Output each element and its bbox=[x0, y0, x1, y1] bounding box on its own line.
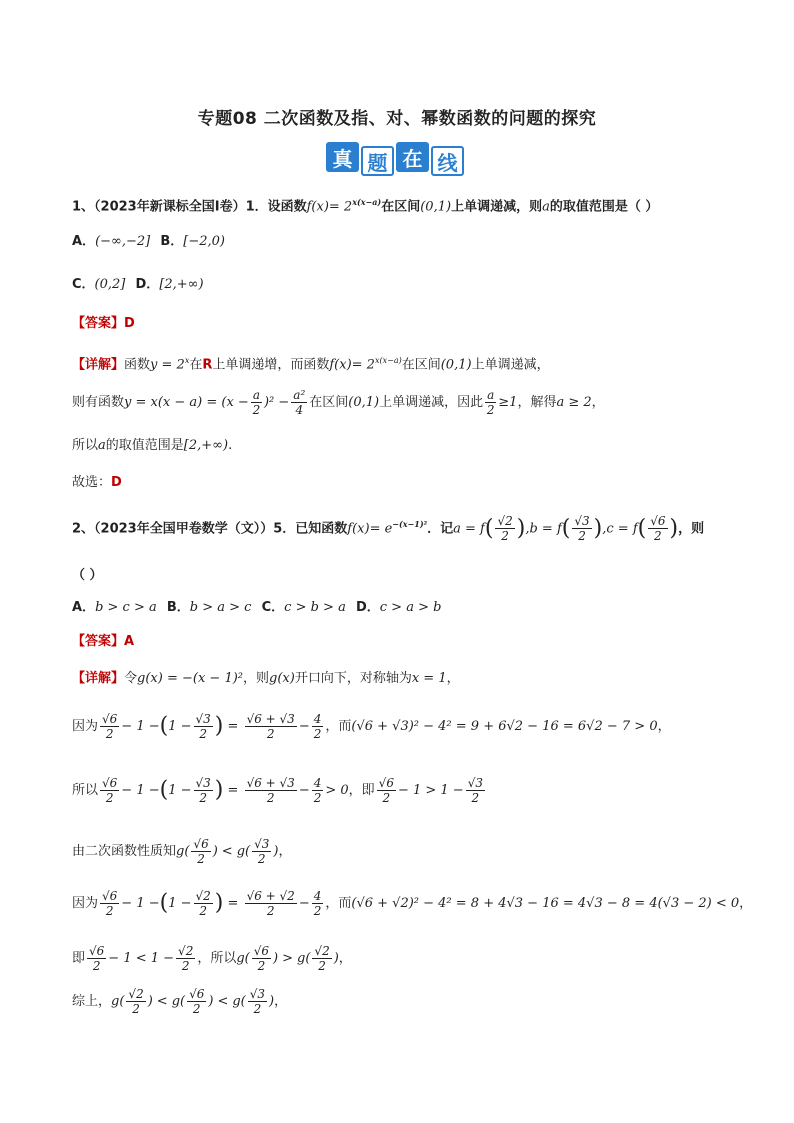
frac-r6: $\frac{√6}{2}$ bbox=[650, 514, 666, 544]
q1-detail-line3: 所以a的取值范围是[2,+∞). bbox=[72, 438, 233, 453]
q2-detail-line7: 综上，g( $\frac{√2}{2}$ ) < g( $\frac{√6}{2}$ ) < g( $\frac{√3}{2}$ )， bbox=[72, 987, 288, 1016]
q2-detail-line3: 所以 $\frac{√6}{2}$ − 1 −(1 − $\frac{√3}{2}$ ) = $\frac{√6 + √3}{2}$ − $\frac{4}{2}$ > 0，即 $\frac{√6}{2}$ − 1 > 1 − $\frac{√3}{2}$ bbox=[72, 776, 483, 805]
frac-sum63: $\frac{√6 + √3}{2}$ bbox=[246, 776, 295, 805]
q2-detail-line2: 因为 $\frac{√6}{2}$ − 1 −(1 − $\frac{√3}{2}$ ) = $\frac{√6 + √3}{2}$ − $\frac{4}{2}$ ，而(√6 + √3)² − 4² = 9 + 6√2 − 16 = 6√2 − 7 > 0， bbox=[72, 712, 671, 741]
q1-options-cd: C．(0,2] D．[2,+∞) bbox=[72, 277, 204, 292]
frac-r6: $\frac{√6}{2}$ bbox=[253, 944, 270, 973]
q1-detail-line1: 【详解】函数$y = 2^x$在R上单调递增，而函数$f(x)= 2^{x(x-a)}$在区间(0,1)上单调递减， bbox=[72, 356, 550, 373]
frac-sum63: $\frac{√6 + √3}{2}$ bbox=[246, 712, 295, 741]
q2-paren: （ ） bbox=[72, 568, 103, 583]
banner-char-2: 题 bbox=[361, 146, 394, 176]
frac-4-over-2: $\frac{4}{2}$ bbox=[313, 889, 322, 918]
frac-r6: $\frac{√6}{2}$ bbox=[89, 944, 105, 973]
frac-r6: $\frac{√6}{2}$ bbox=[102, 776, 118, 805]
section-banner bbox=[326, 142, 464, 176]
frac-r3: $\frac{√3}{2}$ bbox=[249, 987, 266, 1016]
banner-char-3: 在 bbox=[396, 142, 429, 172]
q2-stem: 2、（2023年全国甲卷数学（文））5．已知函数$f(x)= e^{-(x-1)^2}$．记a = f( $\frac{√2}{2}$ ),b = f( $\frac{√3}{2}$ ),c = f( $\frac{√6}{2}$ )，则 bbox=[72, 514, 705, 544]
frac-r3: $\frac{√3}{2}$ bbox=[195, 776, 211, 805]
frac-sum62: $\frac{√6 + √2}{2}$ bbox=[246, 889, 295, 918]
frac-r6: $\frac{√6}{2}$ bbox=[102, 889, 118, 918]
banner-char-4: 线 bbox=[431, 146, 464, 176]
q1-stem: 1、（2023年新课标全国Ⅰ卷）1．设函数$f(x)= 2^{x(x-a)}$在区间(0,1)上单调递减，则a的取值范围是（ ） bbox=[72, 197, 659, 215]
q2-options: A．b > c > a B．b > a > c C．c > b > a D．c > a > b bbox=[72, 600, 442, 615]
frac-r6: $\frac{√6}{2}$ bbox=[193, 837, 209, 866]
frac-r2: $\frac{√2}{2}$ bbox=[128, 987, 144, 1016]
frac-r3: $\frac{√3}{2}$ bbox=[467, 776, 483, 805]
q1-detail-line2: 则有函数y = x(x − a) = (x − $\frac{a}{2}$ )² − $\frac{\text{a²}}{4}$ 在区间(0,1)上单调递减，因此 $\frac{a}{2}$ ≥1，解得a ≥ 2， bbox=[72, 388, 605, 417]
frac-4-over-2: $\frac{4}{2}$ bbox=[313, 776, 322, 805]
q2-detail-line4: 由二次函数性质知g( $\frac{√6}{2}$ ) < g( $\frac{√3}{2}$ )， bbox=[72, 837, 292, 866]
frac-a-over-2: $\frac{a}{2}$ bbox=[252, 388, 261, 417]
frac-4-over-2: $\frac{4}{2}$ bbox=[313, 712, 322, 741]
frac-r6: $\frac{√6}{2}$ bbox=[102, 712, 118, 741]
frac-r3: $\frac{√3}{2}$ bbox=[574, 514, 590, 544]
frac-r3: $\frac{√3}{2}$ bbox=[254, 837, 270, 866]
frac-r2: $\frac{√2}{2}$ bbox=[195, 889, 211, 918]
q2-answer: 【答案】A bbox=[72, 634, 135, 649]
frac-r6: $\frac{√6}{2}$ bbox=[189, 987, 205, 1016]
q1-choose: 故选：D bbox=[72, 475, 122, 490]
q1-answer: 【答案】D bbox=[72, 316, 135, 331]
frac-a2-over-4: $\frac{\text{a²}}{4}$ bbox=[293, 388, 306, 417]
q2-detail-line6: 即 $\frac{√6}{2}$ − 1 < 1 − $\frac{√2}{2}$ ，所以g( $\frac{√6}{2}$ ) > g( $\frac{√2}{2}$ )， bbox=[72, 944, 352, 973]
frac-r3: $\frac{√3}{2}$ bbox=[195, 712, 211, 741]
frac-r2: $\frac{√2}{2}$ bbox=[178, 944, 194, 973]
q2-detail-line1: 【详解】令g(x) = −(x − 1)²，则g(x)开口向下，对称轴为x = 1， bbox=[72, 671, 460, 686]
frac-r6: $\frac{√6}{2}$ bbox=[378, 776, 394, 805]
q1-options-ab: A．(−∞,−2] B．[−2,0) bbox=[72, 234, 226, 249]
q2-detail-line5: 因为 $\frac{√6}{2}$ − 1 −(1 − $\frac{√2}{2}$ ) = $\frac{√6 + √2}{2}$ − $\frac{4}{2}$ ，而(√6 + √2)² − 4² = 8 + 4√3 − 16 = 4√3 − 8 = 4(√3 − 2) < 0， bbox=[72, 889, 753, 918]
frac-r2: $\frac{√2}{2}$ bbox=[497, 514, 513, 544]
frac-r2: $\frac{√2}{2}$ bbox=[314, 944, 330, 973]
page-title: 专题08 二次函数及指、对、幂数函数的问题的探究 bbox=[197, 109, 597, 129]
frac-a-over-2-cond: $\frac{a}{2}$ bbox=[486, 388, 495, 417]
banner-char-1: 真 bbox=[326, 142, 359, 172]
